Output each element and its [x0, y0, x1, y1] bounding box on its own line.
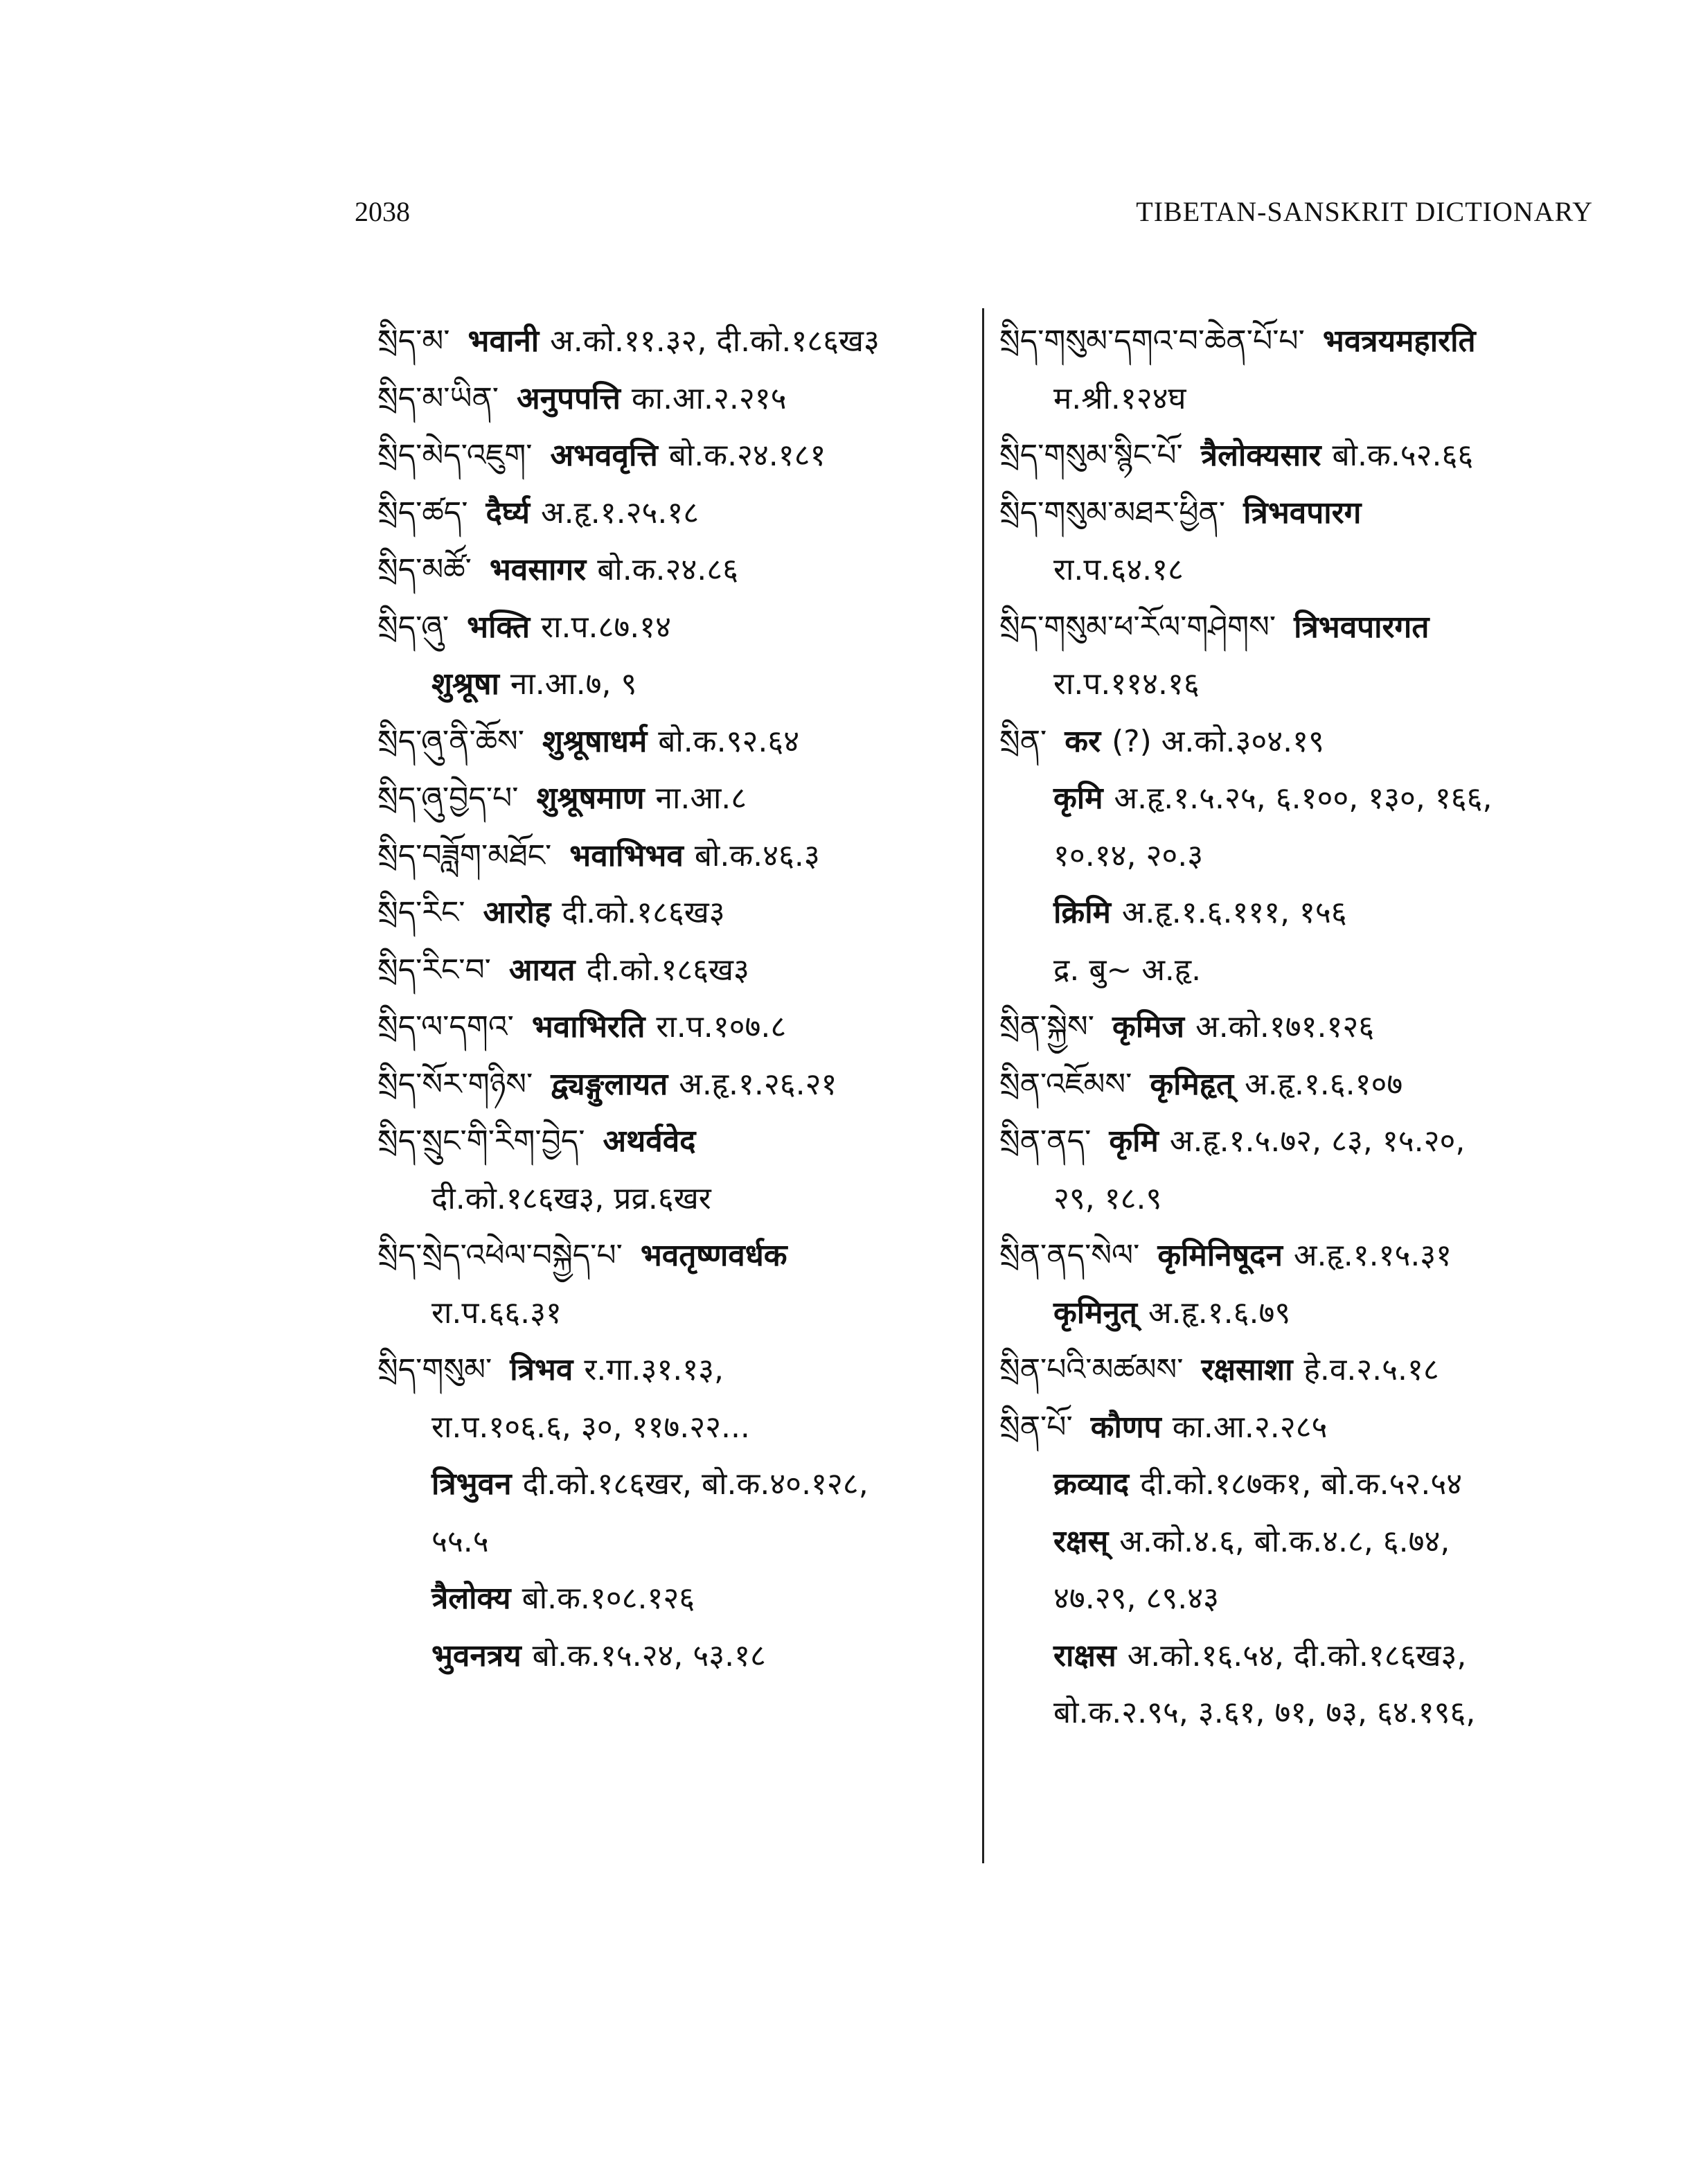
source-reference: बो.क.५२.६६ [1332, 438, 1474, 473]
entry-continuation [999, 1285, 1602, 1342]
sanskrit-equivalent: कृमि [1109, 1124, 1159, 1159]
source-reference: अ.हृ.१.६.१११, १५६ [1121, 895, 1347, 930]
tibetan-headword: སྲིད་མཚོ་ [377, 552, 472, 587]
source-reference: रा.प.१०६.६, ३०, ११७.२२... [431, 1409, 750, 1445]
dictionary-entry [999, 1113, 1602, 1171]
entry-continuation [377, 1171, 987, 1228]
entry-continuation [999, 1685, 1602, 1742]
dictionary-entry [377, 1342, 987, 1399]
source-reference: रा.प.८७.१४ [541, 609, 672, 645]
entry-continuation [377, 1570, 987, 1628]
tibetan-headword: སྲིད་གསུམ་མཐར་ཕྱིན་ [999, 495, 1226, 531]
source-reference: बो.क.२४.८६ [597, 552, 738, 587]
entry-continuation [377, 656, 987, 713]
source-reference: दी.को.१८६खर, बो.क.४०.१२८, [522, 1466, 869, 1502]
tibetan-headword: སྲིན་པའི་མཚམས་ [999, 1352, 1184, 1387]
sanskrit-equivalent: कृमि [1053, 781, 1103, 816]
tibetan-headword: སྲིད་མ་ཡིན་ [377, 380, 499, 416]
dictionary-entry [377, 599, 987, 657]
sanskrit-equivalent: भवानी [467, 323, 540, 359]
dictionary-entry [999, 313, 1602, 371]
tibetan-headword: སྲིད་ལ་དགའ་ [377, 1009, 514, 1045]
source-reference: अ.को.१६.५४, दी.को.१८६ख३, [1127, 1637, 1467, 1673]
sanskrit-equivalent: रक्षस् [1053, 1523, 1109, 1559]
source-reference: दी.को.१८६ख३ [562, 895, 725, 930]
dictionary-entry [377, 885, 987, 942]
source-reference: ५५.५ [431, 1523, 489, 1559]
entry-continuation [999, 942, 1602, 1000]
tibetan-headword: སྲིད་རིང་བ་ [377, 952, 491, 988]
source-reference: ना.आ.७, ९ [510, 666, 637, 702]
source-reference: दी.को.१८६ख३, प्रव्र.६खर [431, 1180, 711, 1216]
sanskrit-equivalent: भवसागर [489, 552, 587, 587]
dictionary-entry [999, 1342, 1602, 1399]
tibetan-headword: སྲིན་ [999, 723, 1047, 759]
tibetan-headword: སྲིད་ཞུ་ [377, 609, 449, 645]
source-reference: र.गा.३१.१३, [584, 1352, 724, 1387]
source-reference: बो.क.१०८.१२६ [522, 1581, 695, 1616]
sanskrit-equivalent: कौणप [1090, 1409, 1161, 1445]
column-divider [982, 308, 984, 1863]
entry-continuation [999, 656, 1602, 713]
source-reference: अ.हृ.१.१५.३१ [1293, 1238, 1452, 1273]
entry-continuation [999, 770, 1602, 828]
source-reference: २९, १८.९ [1053, 1180, 1162, 1216]
source-reference: द्र. बु~ अ.हृ. [1053, 952, 1202, 988]
sanskrit-equivalent: भवत्रयमहारति [1322, 323, 1476, 359]
source-reference: अ.को.११.३२, दी.को.१८६ख३ [550, 323, 880, 359]
source-reference: रा.प.६६.३१ [431, 1295, 562, 1331]
sanskrit-equivalent: कर [1065, 723, 1101, 759]
dictionary-entry [999, 1399, 1602, 1457]
source-reference: १०.१४, २०.३ [1053, 837, 1204, 873]
dictionary-entry [999, 1227, 1602, 1285]
sanskrit-equivalent: शुश्रूषाधर्म [542, 723, 648, 759]
tibetan-headword: སྲིན་ནད་ [999, 1124, 1092, 1159]
sanskrit-equivalent: भक्ति [467, 609, 531, 645]
dictionary-entry [377, 313, 987, 371]
source-reference: (?) अ.को.३०४.१९ [1112, 723, 1324, 759]
sanskrit-equivalent: क्रव्याद [1053, 1466, 1130, 1502]
dictionary-entry [377, 713, 987, 771]
sanskrit-equivalent: आयत [508, 952, 576, 988]
sanskrit-equivalent: कृमिनिषूदन [1157, 1238, 1283, 1273]
source-reference: अ.हृ.१.५.७२, ८३, १५.२०, [1169, 1124, 1466, 1159]
tibetan-headword: སྲིད་སོར་གཉིས་ [377, 1066, 533, 1102]
source-reference: अ.हृ.१.६.७९ [1148, 1295, 1291, 1331]
source-reference: बो.क.९२.६४ [658, 723, 800, 759]
source-reference: म.श्री.१२४घ [1053, 380, 1186, 416]
entry-continuation [377, 1285, 987, 1342]
sanskrit-equivalent: भवतृष्णवर्धक [640, 1238, 787, 1273]
tibetan-headword: སྲིད་མེད་འཇུག་ [377, 438, 533, 473]
sanskrit-equivalent: अनुपपत्ति [517, 380, 621, 416]
sanskrit-equivalent: कृमिज [1112, 1009, 1185, 1045]
dictionary-entry [377, 427, 987, 485]
entry-continuation [377, 1628, 987, 1685]
source-reference: ४७.२९, ८९.४३ [1053, 1581, 1219, 1616]
source-reference: रा.प.१०७.८ [656, 1009, 787, 1045]
source-reference: अ.हृ.१.५.२५, ६.१००, १३०, १६६, [1114, 781, 1493, 816]
source-reference: अ.हृ.१.२६.२१ [679, 1066, 837, 1102]
dictionary-entry [377, 485, 987, 542]
dictionary-entry [999, 713, 1602, 771]
entry-continuation [377, 1513, 987, 1571]
dictionary-entry [377, 770, 987, 828]
sanskrit-equivalent: रक्षसाशा [1201, 1352, 1293, 1387]
source-reference: रा.प.११४.१६ [1053, 666, 1200, 702]
entry-continuation [999, 1570, 1602, 1628]
tibetan-headword: སྲིད་གསུམ་ཕ་རོལ་གཤེགས་ [999, 609, 1276, 645]
source-reference: अ.को.१७१.१२६ [1195, 1009, 1375, 1045]
source-reference: बो.क.२.९५, ३.६१, ७१, ७३, ६४.१९६, [1053, 1695, 1476, 1730]
right-column [999, 313, 1602, 1742]
source-reference: रा.प.६४.१८ [1053, 552, 1184, 587]
sanskrit-equivalent: आरोह [483, 895, 551, 930]
source-reference: बो.क.२४.१८१ [668, 438, 826, 473]
sanskrit-equivalent: त्रिभुवन [431, 1466, 512, 1502]
source-reference: दी.को.१८७क१, बो.क.५२.५४ [1140, 1466, 1463, 1502]
tibetan-headword: སྲིད་མ་ [377, 323, 450, 359]
source-reference: दी.को.१८६ख३ [586, 952, 749, 988]
dictionary-entry [377, 1056, 987, 1114]
dictionary-entry [377, 1227, 987, 1285]
sanskrit-equivalent: त्रिभवपारगत [1294, 609, 1430, 645]
entry-continuation [999, 542, 1602, 599]
sanskrit-equivalent: त्रिभवपारग [1243, 495, 1362, 531]
entry-continuation [999, 885, 1602, 942]
sanskrit-equivalent: भुवनत्रय [431, 1637, 522, 1673]
tibetan-headword: སྲིད་ཞུ་ནི་ཆོས་ [377, 723, 524, 759]
dictionary-entry [999, 1056, 1602, 1114]
dictionary-entry [377, 828, 987, 885]
tibetan-headword: སྲིད་གསུམ་ [377, 1352, 492, 1387]
entry-continuation [999, 1513, 1602, 1571]
entry-continuation [999, 371, 1602, 428]
sanskrit-equivalent: शुश्रूषमाण [536, 781, 645, 816]
tibetan-headword: སྲིན་སྐྱེས་ [999, 1009, 1094, 1045]
tibetan-headword: སྲིན་པོ་ [999, 1409, 1073, 1445]
dictionary-entry [377, 942, 987, 1000]
tibetan-headword: སྲིད་རིང་ [377, 895, 465, 930]
sanskrit-equivalent: राक्षस [1053, 1637, 1116, 1673]
entry-continuation [377, 1399, 987, 1457]
sanskrit-equivalent: शुश्रूषा [431, 666, 499, 702]
dictionary-entry [377, 1113, 987, 1171]
tibetan-headword: སྲིད་ཞུ་བྱེད་པ་ [377, 781, 519, 816]
sanskrit-equivalent: कृमिहृत् [1150, 1066, 1234, 1102]
dictionary-entry [999, 485, 1602, 542]
source-reference: का.आ.२.२८५ [1172, 1409, 1328, 1445]
sanskrit-equivalent: त्रिभव [510, 1352, 573, 1387]
tibetan-headword: སྲིད་ཚད་ [377, 495, 468, 531]
sanskrit-equivalent: भवाभिरति [531, 1009, 645, 1045]
dictionary-entry [999, 599, 1602, 657]
dictionary-entry [377, 542, 987, 599]
source-reference: बो.क.१५.२४, ५३.१८ [532, 1637, 766, 1673]
dictionary-entry [377, 371, 987, 428]
dictionary-entry [999, 427, 1602, 485]
entry-continuation [999, 1456, 1602, 1513]
sanskrit-equivalent: अभववृत्ति [550, 438, 658, 473]
tibetan-headword: སྲིད་སྲུང་གི་རིག་བྱེད་ [377, 1124, 585, 1159]
tibetan-headword: སྲིན་འཇོམས་ [999, 1066, 1132, 1102]
sanskrit-equivalent: अथर्ववेद [603, 1124, 696, 1159]
sanskrit-equivalent: त्रैलोक्यसार [1200, 438, 1321, 473]
source-reference: हे.व.२.५.१८ [1303, 1352, 1439, 1387]
tibetan-headword: སྲིན་ནད་སེལ་ [999, 1238, 1140, 1273]
left-column [377, 313, 987, 1685]
sanskrit-equivalent: भवाभिभव [569, 837, 684, 873]
tibetan-headword: སྲིད་སྲེད་འཕེལ་བསྐྱེད་པ་ [377, 1238, 623, 1273]
entry-continuation [999, 1171, 1602, 1228]
sanskrit-equivalent: क्रिमि [1053, 895, 1111, 930]
entry-continuation [999, 828, 1602, 885]
tibetan-headword: སྲིད་གསུམ་སྙིང་པོ་ [999, 438, 1183, 473]
entry-continuation [377, 1456, 987, 1513]
source-reference: का.आ.२.२१५ [631, 380, 787, 416]
tibetan-headword: སྲིད་གསུམ་དགའ་བ་ཆེན་པོ་པ་ [999, 323, 1305, 359]
entry-continuation [999, 1628, 1602, 1685]
source-reference: अ.हृ.१.२५.१८ [540, 495, 700, 531]
sanskrit-equivalent: त्रैलोक्य [431, 1581, 511, 1616]
source-reference: ना.आ.८ [655, 781, 747, 816]
sanskrit-equivalent: कृमिनुत् [1053, 1295, 1137, 1331]
dictionary-entry [999, 999, 1602, 1056]
sanskrit-equivalent: द्व्यङ्गुलायत [551, 1066, 668, 1102]
dictionary-entry [377, 999, 987, 1056]
page-number: 2038 [355, 196, 410, 227]
source-reference: अ.को.४.६, बो.क.४.८, ६.७४, [1119, 1523, 1450, 1559]
running-title: TIBETAN-SANSKRIT DICTIONARY [1136, 196, 1593, 227]
source-reference: बो.क.४६.३ [694, 837, 820, 873]
source-reference: अ.हृ.१.६.१०७ [1245, 1066, 1403, 1102]
tibetan-headword: སྲིད་བཟློག་མཐོང་ [377, 837, 552, 873]
sanskrit-equivalent: दैर्घ्य [486, 495, 530, 531]
